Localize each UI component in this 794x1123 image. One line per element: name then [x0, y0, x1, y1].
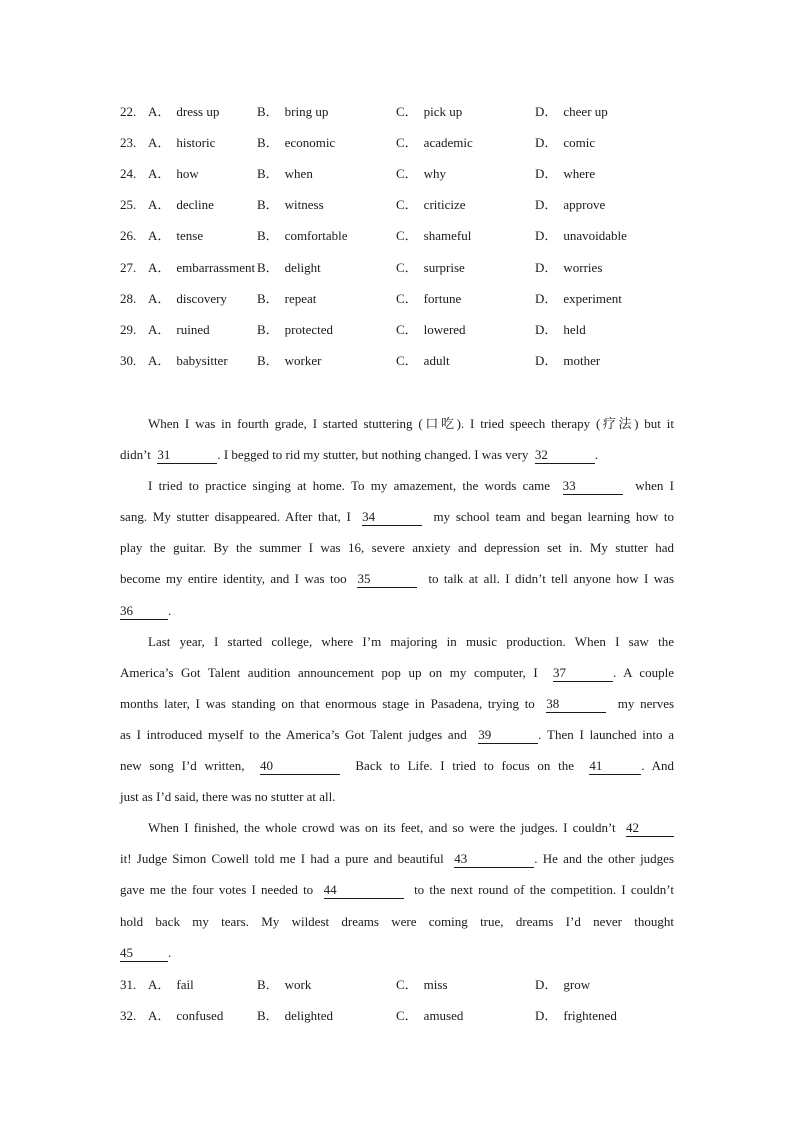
option-d	[535, 258, 602, 278]
option-letter: B．	[257, 352, 279, 368]
option-text: embarrassment	[176, 259, 256, 275]
option-text: comic	[563, 135, 596, 151]
question-number: 24.	[120, 166, 137, 182]
option-a	[148, 195, 214, 215]
option-letter: D．	[535, 1008, 558, 1024]
option-c	[396, 289, 461, 309]
passage-line: didn’t 31 . I begged to rid my stutter, but nothing changed. I was very 32 .	[120, 447, 599, 463]
option-b	[257, 975, 311, 995]
option-letter: C．	[396, 104, 418, 119]
option-letter: B．	[257, 290, 279, 306]
option-d	[535, 133, 595, 153]
option-letter: D．	[535, 104, 558, 119]
passage-line: gave me the four votes I needed to 44 to the next round of the competition. I couldn’t	[120, 882, 674, 898]
option-b	[257, 164, 313, 184]
option-letter: D．	[535, 197, 558, 213]
blank-33: 33	[563, 478, 623, 495]
blank-42: 42	[626, 820, 674, 837]
option-b	[257, 1006, 333, 1026]
option-letter: D．	[535, 321, 558, 337]
option-text: adult	[423, 352, 450, 368]
option-letter: B．	[257, 197, 279, 213]
option-text: repeat	[284, 290, 317, 306]
option-text: amused	[423, 1008, 464, 1024]
option-d	[535, 975, 590, 995]
option-letter: C．	[396, 166, 418, 182]
passage-line: I tried to practice singing at home. To my amazement, the words came 33 when I	[148, 478, 674, 494]
option-text: historic	[176, 135, 216, 151]
option-text: protected	[284, 321, 334, 337]
question-number: 28.	[120, 290, 137, 306]
option-text: unavoidable	[563, 228, 627, 244]
option-a	[148, 320, 210, 340]
option-letter: A．	[148, 321, 171, 337]
passage-line: become my entire identity, and I was too 35 to talk at all. I didn’t tell anyone how I was	[120, 571, 674, 587]
question-number: 27.	[120, 259, 137, 275]
question-number: 26.	[120, 228, 137, 244]
option-text: pick up	[423, 104, 463, 119]
option-text: delight	[284, 259, 321, 275]
passage-line: When I finished, the whole crowd was on its feet, and so were the judges. I couldn’t 42	[120, 817, 674, 848]
option-a	[148, 258, 255, 278]
option-text: miss	[423, 977, 448, 992]
option-text: dress up	[176, 104, 220, 119]
passage-line: Last year, I started college, where I’m majoring in music production. When I saw the	[148, 633, 674, 649]
option-letter: A．	[148, 290, 171, 306]
blank-34: 34	[362, 509, 422, 526]
option-b	[257, 320, 333, 340]
option-d	[535, 164, 595, 184]
option-b	[257, 195, 324, 215]
option-c	[396, 195, 466, 215]
option-letter: A．	[148, 977, 171, 992]
option-b	[257, 133, 335, 153]
option-text: fail	[176, 977, 194, 992]
option-letter: D．	[535, 290, 558, 306]
blank-31: 31	[157, 447, 217, 464]
option-text: approve	[563, 197, 606, 213]
option-d	[535, 351, 600, 371]
option-text: discovery	[176, 290, 227, 306]
option-text: decline	[176, 197, 214, 213]
option-text: held	[563, 321, 586, 337]
option-letter: C．	[396, 352, 418, 368]
option-letter: C．	[396, 977, 418, 992]
passage-line: just as I’d said, there was no stutter at all.	[120, 789, 336, 805]
option-text: mother	[563, 352, 601, 368]
option-letter: A．	[148, 352, 171, 368]
option-b	[257, 351, 322, 371]
option-letter: B．	[257, 1008, 279, 1024]
option-text: lowered	[423, 321, 466, 337]
option-letter: C．	[396, 1008, 418, 1024]
blank-38: 38	[546, 696, 606, 713]
option-text: why	[423, 166, 447, 182]
option-c	[396, 975, 448, 995]
option-b	[257, 226, 347, 246]
option-text: when	[284, 166, 313, 182]
option-d	[535, 226, 627, 246]
option-letter: D．	[535, 352, 558, 368]
option-b	[257, 258, 321, 278]
option-b	[257, 102, 328, 122]
passage-line: 45 .	[120, 944, 172, 960]
cloze-passage	[120, 413, 674, 973]
passage-line: play the guitar. By the summer I was 16, severe anxiety and depression set in. My stutter had	[120, 540, 674, 556]
option-letter: B．	[257, 228, 279, 244]
option-text: grow	[563, 977, 591, 992]
option-letter: D．	[535, 977, 558, 992]
option-text: confused	[176, 1008, 224, 1024]
blank-41: 41	[589, 758, 641, 775]
blank-43: 43	[454, 851, 534, 868]
option-c	[396, 102, 462, 122]
option-letter: A．	[148, 166, 171, 182]
passage-line: 36 .	[120, 602, 172, 618]
option-a	[148, 133, 215, 153]
question-number: 22.	[120, 104, 137, 119]
option-letter: A．	[148, 228, 171, 244]
option-d	[535, 289, 622, 309]
option-letter: A．	[148, 135, 171, 151]
option-a	[148, 226, 203, 246]
question-number: 29.	[120, 321, 137, 337]
blank-40: 40	[260, 758, 340, 775]
passage-line: as I introduced myself to the America’s Got Talent judges and 39 . Then I launched into a	[120, 726, 675, 742]
blank-39: 39	[478, 727, 538, 744]
option-a	[148, 164, 199, 184]
option-text: where	[563, 166, 596, 182]
option-letter: B．	[257, 977, 279, 992]
passage-line: it! Judge Simon Cowell told me I had a pure and beautiful 43 . He and the other judges	[120, 851, 675, 867]
passage-line: hold back my tears. My wildest dreams were coming true, dreams I’d never thought	[120, 913, 674, 929]
option-c	[396, 1006, 463, 1026]
option-letter: C．	[396, 228, 418, 244]
option-text: criticize	[423, 197, 466, 213]
option-letter: C．	[396, 290, 418, 306]
option-letter: D．	[535, 135, 558, 151]
option-letter: B．	[257, 259, 279, 275]
question-number: 23.	[120, 135, 137, 151]
option-letter: A．	[148, 197, 171, 213]
option-a	[148, 975, 194, 995]
blank-36: 36	[120, 603, 168, 620]
option-text: delighted	[284, 1008, 334, 1024]
option-letter: B．	[257, 166, 279, 182]
option-text: worries	[563, 259, 603, 275]
option-c	[396, 164, 446, 184]
option-letter: A．	[148, 104, 171, 119]
option-text: academic	[423, 135, 473, 151]
option-text: cheer up	[563, 104, 608, 119]
option-text: work	[284, 977, 312, 992]
blank-45: 45	[120, 945, 168, 962]
option-letter: B．	[257, 104, 279, 119]
blank-37: 37	[553, 665, 613, 682]
passage-line: America’s Got Talent audition announcement pop up on my computer, I 37 . A couple	[120, 664, 675, 680]
option-c	[396, 133, 473, 153]
option-text: witness	[284, 197, 324, 213]
option-text: shameful	[423, 228, 472, 244]
option-d	[535, 195, 605, 215]
option-c	[396, 351, 450, 371]
option-text: worker	[284, 352, 322, 368]
option-text: experiment	[563, 290, 622, 306]
question-number: 32.	[120, 1008, 137, 1024]
option-c	[396, 320, 466, 340]
option-letter: B．	[257, 135, 279, 151]
passage-line: new song I’d written, 40 Back to Life. I tried to focus on the 41 . And	[120, 758, 675, 774]
blank-35: 35	[357, 571, 417, 588]
blank-32: 32	[535, 447, 595, 464]
passage-line: sang. My stutter disappeared. After that, I 34 my school team and began learning how to	[120, 509, 674, 525]
blank-44: 44	[324, 882, 404, 899]
option-text: fortune	[423, 290, 462, 306]
question-number: 31.	[120, 977, 137, 992]
option-a	[148, 289, 227, 309]
option-letter: B．	[257, 321, 279, 337]
option-letter: D．	[535, 259, 558, 275]
question-number: 30.	[120, 352, 137, 368]
passage-line: months later, I was standing on that enormous stage in Pasadena, trying to 38 my nerves	[120, 695, 675, 711]
option-letter: C．	[396, 259, 418, 275]
option-letter: C．	[396, 135, 418, 151]
option-text: ruined	[176, 321, 210, 337]
option-text: comfortable	[284, 228, 348, 244]
option-b	[257, 289, 316, 309]
option-a	[148, 1006, 223, 1026]
option-text: tense	[176, 228, 204, 244]
option-d	[535, 102, 608, 122]
option-letter: A．	[148, 1008, 171, 1024]
option-letter: D．	[535, 166, 558, 182]
option-d	[535, 1006, 617, 1026]
option-c	[396, 226, 471, 246]
option-text: economic	[284, 135, 336, 151]
option-text: babysitter	[176, 352, 228, 368]
passage-line: When I was in fourth grade, I started stuttering (口吃). I tried speech therapy (疗法) but it	[148, 416, 674, 431]
option-c	[396, 258, 465, 278]
option-text: surprise	[423, 259, 465, 275]
option-letter: C．	[396, 197, 418, 213]
option-letter: C．	[396, 321, 418, 337]
option-text: how	[176, 166, 199, 182]
option-letter: A．	[148, 259, 171, 275]
option-text: bring up	[284, 104, 329, 119]
option-a	[148, 102, 219, 122]
option-letter: D．	[535, 228, 558, 244]
option-d	[535, 320, 586, 340]
option-text: frightened	[563, 1008, 617, 1024]
question-number: 25.	[120, 197, 137, 213]
option-a	[148, 351, 228, 371]
